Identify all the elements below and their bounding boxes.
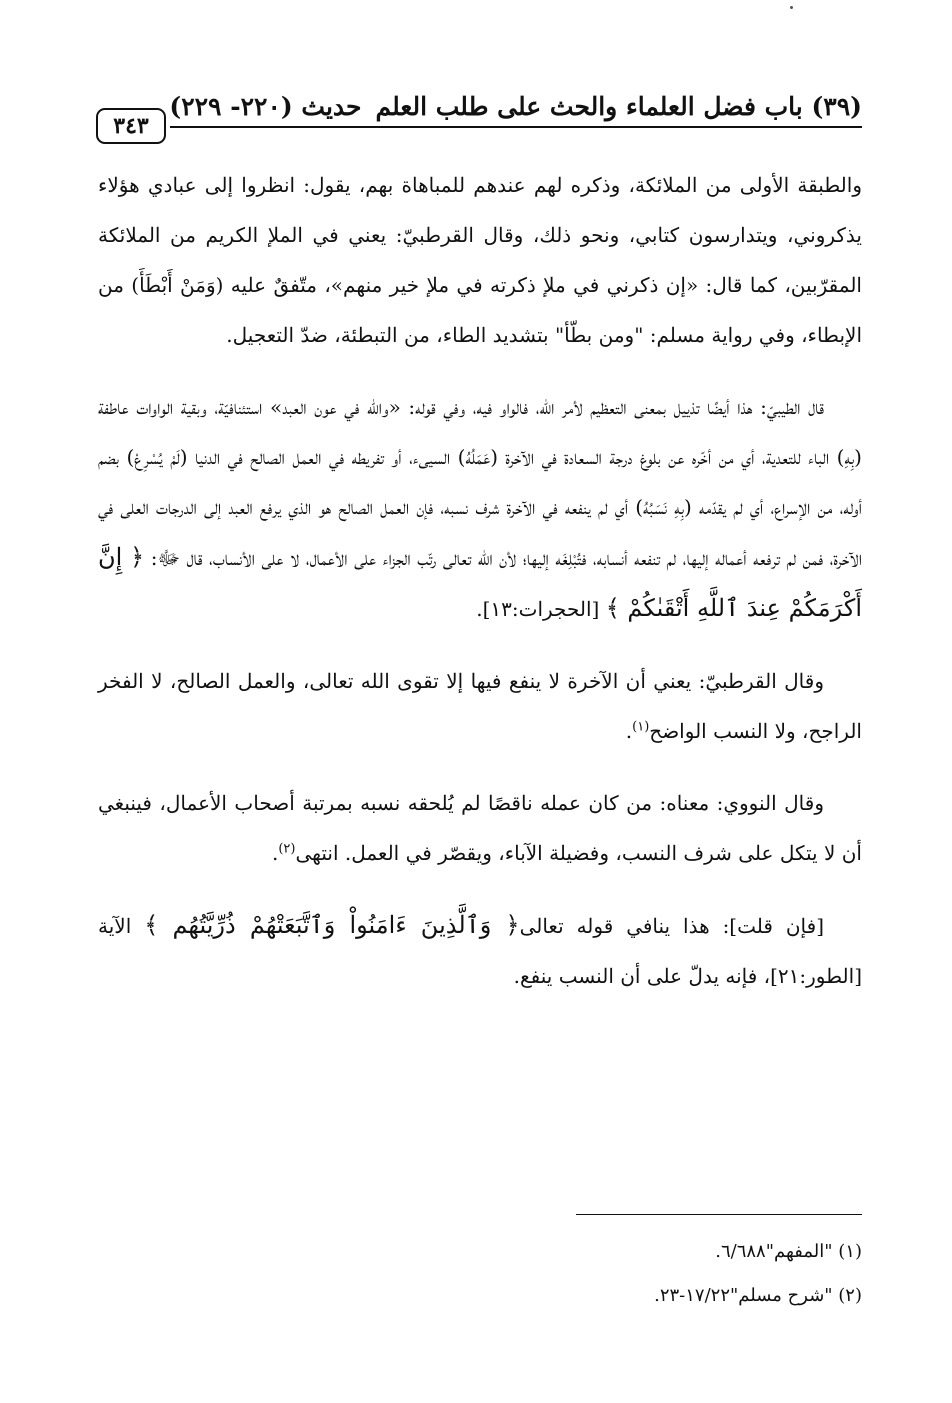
header-rule	[170, 126, 862, 128]
quran-verse-1: ﴿ إِنَّ أَكْرَمَكُمْ عِندَ ٱللَّهِ أَتْقَىٰكُمْ ﴾	[98, 543, 862, 622]
paragraph-4-end: .	[271, 841, 279, 865]
paragraph-2	[98, 382, 862, 634]
chapter-title-text: (٣٩) باب فضل العلماء والحث على طلب العلم	[375, 92, 862, 121]
running-header	[96, 92, 862, 152]
footnote-ref-2: (٢)	[278, 841, 296, 857]
footnotes	[98, 1230, 862, 1318]
quran-verse-2: ﴿ وَٱلَّذِينَ ءَامَنُواْ وَٱتَّبَعَتْهُمْ ذُرِّيَّتُهُم ﴾	[144, 911, 520, 939]
footnote-ref-1: (١)	[632, 719, 650, 735]
paragraph-3-end: .	[625, 719, 633, 743]
paragraph-5	[98, 900, 862, 1001]
scan-speck	[790, 6, 793, 9]
footnote-1: (١) "المفهم"٦/٦٨٨.	[715, 1241, 862, 1262]
footnote-separator	[576, 1214, 862, 1215]
chapter-title	[169, 92, 862, 121]
paragraph-5-text: [فإن قلت]: هذا ينافي قوله تعالى	[519, 914, 824, 938]
paragraph-3	[98, 656, 862, 756]
paragraph-3-text: وقال القرطبيّ: يعني أن الآخرة لا ينفع فيها إلا تقوى الله تعالى، والعمل الصالح، لا الفخر الراجح، ولا النسب الواضح	[98, 669, 862, 743]
paragraph-4-text: وقال النووي: معناه: من كان عمله ناقصًا لم يُلحقه نسبه بمرتبة أصحاب الأعمال، فينبغي أن لا يتكل على شرف النسب، وفضيلة الآباء، ويقصّر في العمل. انتهى	[98, 791, 862, 865]
paragraph-1-text: والطبقة الأولى من الملائكة، وذكره لهم عندهم للمباهاة بهم، يقول: انظروا إلى عبادي هؤلاء يذكروني، ويتدارسون كتابي، ونحو ذلك، وقال القرطبيّ: يعني في الملإ الكريم من الملائكة المقرّبين، كما قال: «إن ذكرني في ملإ ذكرته في ملإ خير منهم»، متّفقٌ عليه (وَمَنْ أَبْطَأَ) من الإبطاء، وفي رواية مسلم: "ومن بطّأ" بتشديد الطاء، من التبطئة، ضدّ التعجيل.	[98, 173, 862, 347]
verse-reference-1: [الحجرات:١٣].	[476, 597, 600, 621]
paragraph-1	[98, 160, 862, 360]
main-text	[98, 160, 862, 1001]
page-number: ٣٤٣	[96, 108, 166, 144]
footnote-2: (٢) "شرح مسلم"١٧/٢٢-٢٣.	[654, 1285, 862, 1306]
paragraph-5-end: الآية [الطور:٢١]، فإنه يدلّ على أن النسب ينفع.	[98, 914, 862, 988]
paragraph-2-text: قال الطيبيّ: هذا أيضًا تذييل بمعنى التعظيم لأمر الله، فالواو فيه، وفي قوله: «والله في عون العبد» استئنافيّة، وبقية الواوات عاطفة (بِهِ) الباء للتعدية، أي من أخّره عن بلوغ درجة السعادة في الآخرة (عَمَلُهُ) السيىء، أو تفريطه في العمل الصالح في الدنيا (لَمْ يُسْرِعْ) بضم أوله، من الإسراع، أي لم يقدّمه (بِهِ نَسَبُهُ) أي لم ينفعه في الآخرة شرف نسبه، فإن العمل الصالح هو الذي يرفع العبد إلى الدرجات العلى في الآخرة، فمن لم ترفعه أعماله إليها، لم تنفعه أنسابه، فتُبْلِغَه إليها؛ لأن الله تعالى رتّب الجزاء على الأعمال، لا على الأنساب، قال ﷻ:	[98, 395, 863, 570]
hadith-range: حديث (٢٢٠- ٢٢٩)	[169, 92, 362, 121]
paragraph-4	[98, 778, 862, 878]
